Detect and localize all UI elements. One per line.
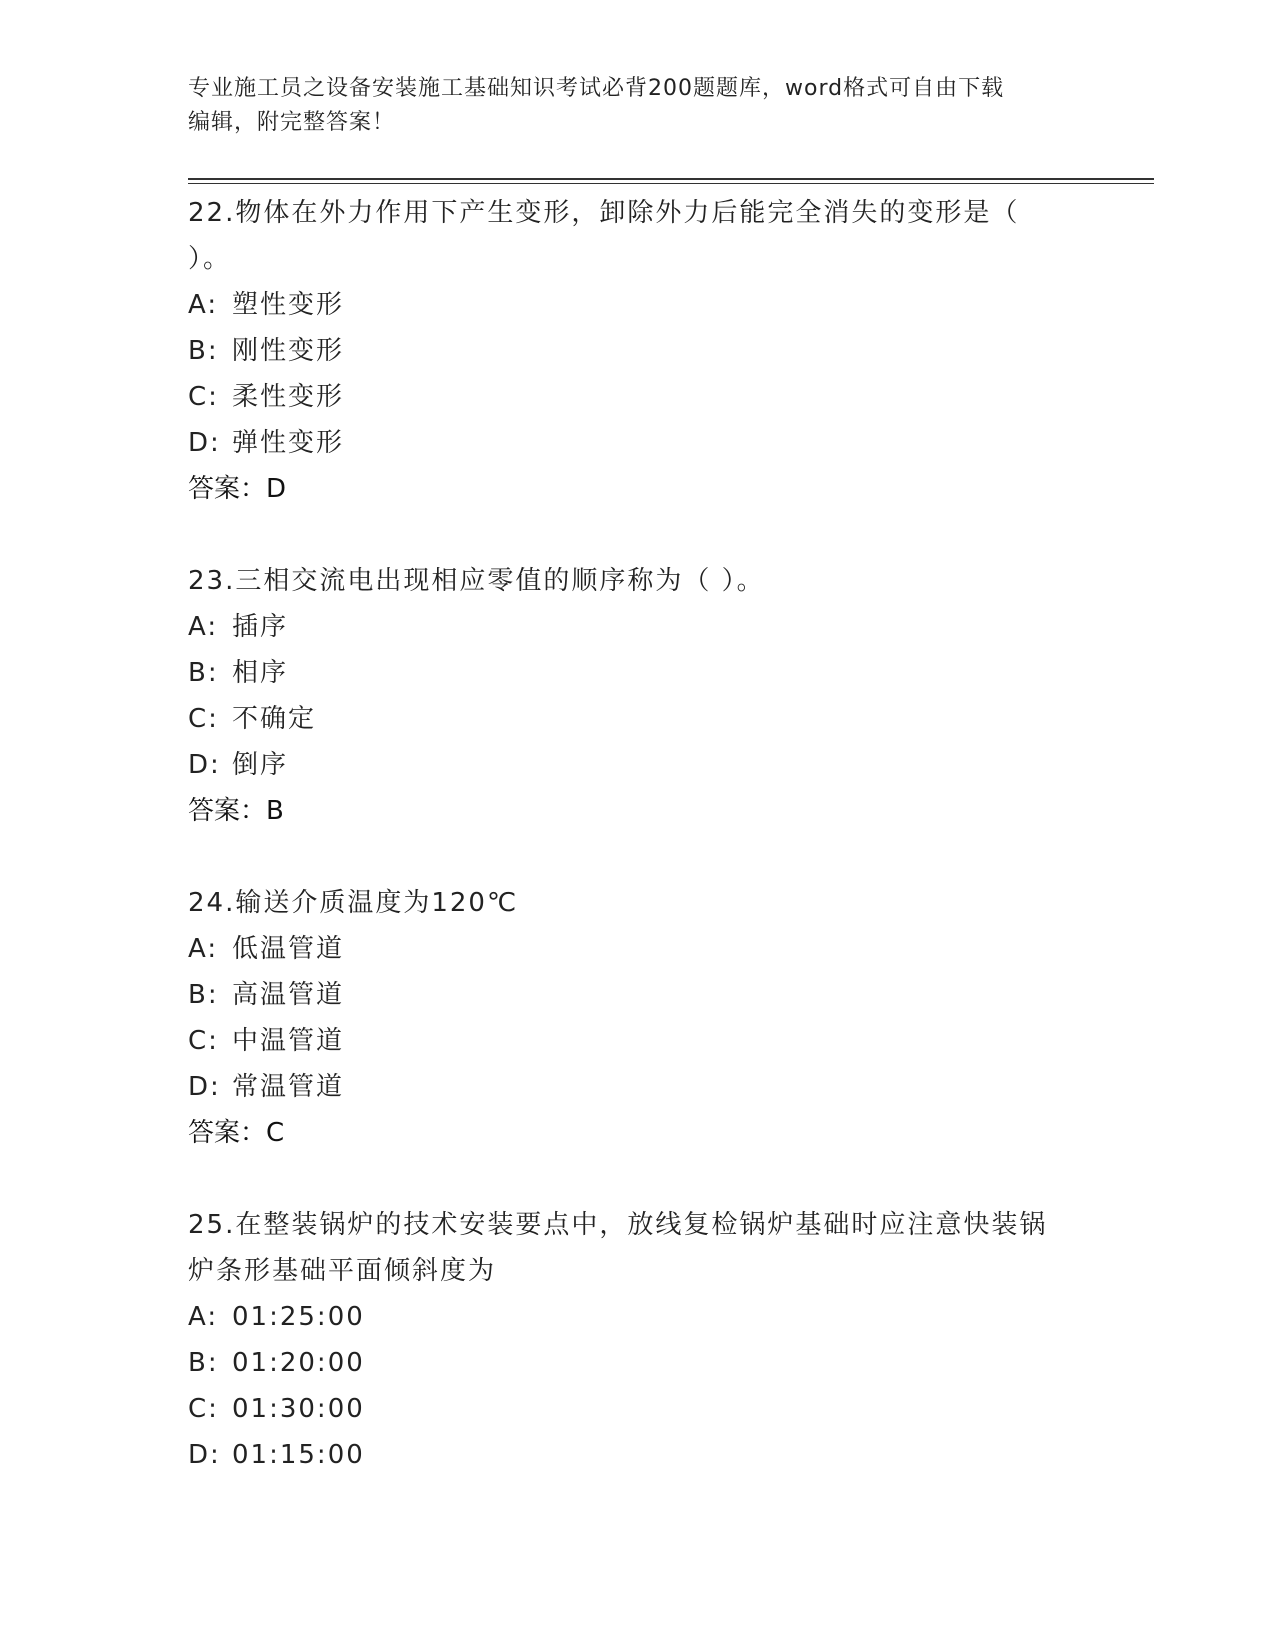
option-letter: A: [188,934,219,964]
option-text: 插序 [232,612,289,642]
option-text: 高温管道 [232,980,345,1010]
question-text: 24.输送介质温度为120℃ [188,888,519,918]
option-letter: D: [188,1072,221,1102]
option-letter: B: [188,1348,219,1378]
option-a [188,1294,1088,1340]
option-b [188,972,1088,1018]
option-a [188,926,1088,972]
option-text: 倒序 [232,750,289,780]
option-c [188,1386,1088,1432]
document-header [188,72,1068,140]
option-letter: D: [188,1440,221,1470]
option-text: 01:20:00 [232,1348,365,1378]
answer-line: 答案：D [188,474,287,504]
option-letter: B: [188,336,219,366]
option-letter: C: [188,1026,219,1056]
option-text: 柔性变形 [232,382,345,412]
option-letter: A: [188,612,219,642]
question-text: 23.三相交流电出现相应零值的顺序称为（ ）。 [188,566,765,596]
option-d [188,742,1088,788]
option-letter: A: [188,1302,219,1332]
question-25 [188,1202,1088,1478]
option-letter: D: [188,750,221,780]
option-d [188,420,1088,466]
option-text: 塑性变形 [232,290,345,320]
header-line-2: 编辑，附完整答案！ [188,110,396,135]
question-list [188,190,1088,1524]
option-letter: C: [188,1394,219,1424]
option-text: 01:15:00 [232,1440,365,1470]
answer-line: 答案：C [188,1118,285,1148]
option-d [188,1432,1088,1478]
question-text-line-1: 22.物体在外力作用下产生变形，卸除外力后能完全消失的变形是（ [188,198,1020,228]
header-divider-thick [188,178,1154,180]
option-text: 低温管道 [232,934,345,964]
option-b [188,650,1088,696]
option-letter: C: [188,704,219,734]
answer-line: 答案：B [188,796,284,826]
option-letter: D: [188,428,221,458]
option-text: 中温管道 [232,1026,345,1056]
header-line-1: 专业施工员之设备安装施工基础知识考试必背200题题库，word格式可自由下载 [188,76,1005,101]
option-text: 01:30:00 [232,1394,365,1424]
option-letter: B: [188,980,219,1010]
option-letter: A: [188,290,219,320]
option-letter: C: [188,382,219,412]
question-text-line-2: 炉条形基础平面倾斜度为 [188,1256,497,1286]
option-text: 相序 [232,658,289,688]
question-23 [188,558,1088,834]
option-text: 不确定 [232,704,317,734]
option-a [188,604,1088,650]
option-text: 弹性变形 [232,428,345,458]
question-text [188,190,1078,282]
question-text-line-1: 25.在整装锅炉的技术安装要点中，放线复检锅炉基础时应注意快装锅 [188,1210,1048,1240]
option-c [188,374,1088,420]
question-22 [188,190,1088,512]
option-letter: B: [188,658,219,688]
option-b [188,1340,1088,1386]
question-text [188,1202,1078,1294]
question-24 [188,880,1088,1156]
question-text-line-2: ）。 [188,244,232,274]
option-b [188,328,1088,374]
option-c [188,696,1088,742]
option-c [188,1018,1088,1064]
header-divider-thin [188,183,1154,184]
option-d [188,1064,1088,1110]
option-text: 刚性变形 [232,336,345,366]
option-a [188,282,1088,328]
option-text: 01:25:00 [232,1302,365,1332]
option-text: 常温管道 [232,1072,345,1102]
